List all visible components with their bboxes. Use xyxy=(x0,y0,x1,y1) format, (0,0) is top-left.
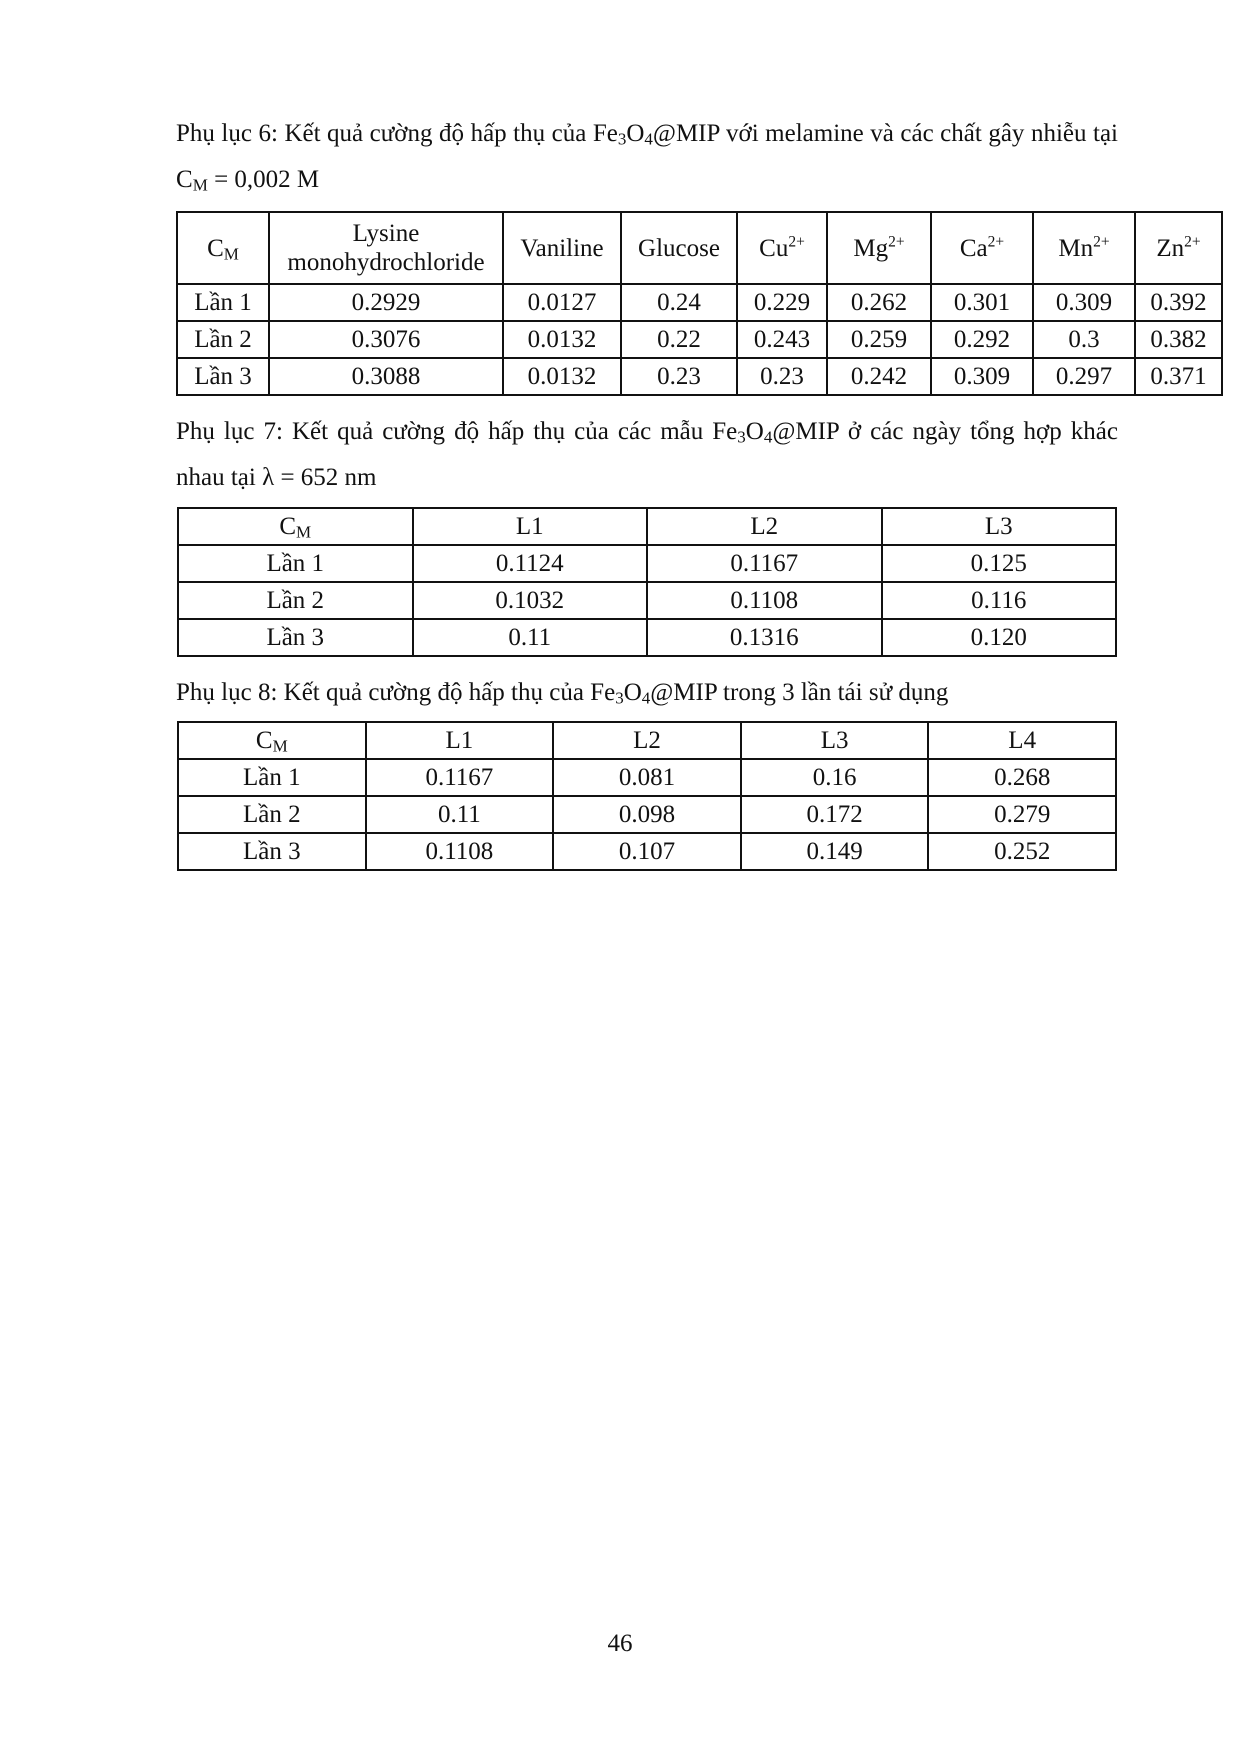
header-cell-glucose: Glucose xyxy=(621,212,737,284)
table-cell: 0.23 xyxy=(621,358,737,395)
table-cell: 0.098 xyxy=(553,796,741,833)
table-cell: 0.2929 xyxy=(269,284,503,321)
table-cell: 0.149 xyxy=(741,833,929,870)
table-cell: 0.371 xyxy=(1135,358,1222,395)
table-cell: 0.3 xyxy=(1033,321,1135,358)
table-cell: 0.0132 xyxy=(503,358,621,395)
appendix-6-caption: Phụ lục 6: Kết quả cường độ hấp thụ của $Fe_3O_4@MIP$ với melamine và các chất gây nhiễu tại $C_M = 0,002$ M xyxy=(176,120,1118,195)
header-cell-vaniline: Vaniline xyxy=(503,212,621,284)
table-cell: 0.252 xyxy=(928,833,1116,870)
table-cell: 0.1167 xyxy=(647,545,882,582)
table-cell: 0.297 xyxy=(1033,358,1135,395)
table-row xyxy=(178,759,1116,796)
row-label: Lần 3 xyxy=(178,619,413,656)
header-cell-l1: L1 xyxy=(413,508,648,545)
table-cell: 0.309 xyxy=(1033,284,1135,321)
table-cell: 0.309 xyxy=(931,358,1033,395)
header-cell-mg: $Mg^{2+}$ xyxy=(827,212,931,284)
table-cell: 0.1124 xyxy=(413,545,648,582)
table-row xyxy=(178,582,1116,619)
header-cell-cm: $C_M$ xyxy=(177,212,269,284)
appendix-8-table xyxy=(177,721,1117,871)
header-cell-l2: L2 xyxy=(647,508,882,545)
table-cell: 0.125 xyxy=(882,545,1117,582)
table-header-row xyxy=(178,722,1116,759)
page-number: 46 xyxy=(607,1630,633,1657)
table-cell: 0.3088 xyxy=(269,358,503,395)
table-row xyxy=(178,545,1116,582)
row-label: Lần 2 xyxy=(177,321,269,358)
table-cell: 0.1032 xyxy=(413,582,648,619)
table-cell: 0.120 xyxy=(882,619,1117,656)
table-cell: 0.22 xyxy=(621,321,737,358)
table-cell: 0.242 xyxy=(827,358,931,395)
header-cell-ca: $Ca^{2+}$ xyxy=(931,212,1033,284)
header-cell-mn: $Mn^{2+}$ xyxy=(1033,212,1135,284)
table-cell: 0.382 xyxy=(1135,321,1222,358)
table-cell: 0.0127 xyxy=(503,284,621,321)
table-cell: 0.1167 xyxy=(366,759,554,796)
table-cell: 0.11 xyxy=(413,619,648,656)
appendix-7-table xyxy=(177,507,1117,657)
table-cell: 0.392 xyxy=(1135,284,1222,321)
header-cell-l1: L1 xyxy=(366,722,554,759)
table-cell: 0.279 xyxy=(928,796,1116,833)
table-header-row xyxy=(177,212,1222,284)
header-cell-l2: L2 xyxy=(553,722,741,759)
table-row xyxy=(177,321,1222,358)
table-cell: 0.1316 xyxy=(647,619,882,656)
row-label: Lần 1 xyxy=(178,759,366,796)
table-cell: 0.1108 xyxy=(366,833,554,870)
table-row xyxy=(178,833,1116,870)
table-cell: 0.3076 xyxy=(269,321,503,358)
header-cell-l3: L3 xyxy=(882,508,1117,545)
header-cell-cm: $C_M$ xyxy=(178,722,366,759)
table-cell: 0.16 xyxy=(741,759,929,796)
table-row xyxy=(178,619,1116,656)
table-cell: 0.107 xyxy=(553,833,741,870)
row-label: Lần 1 xyxy=(177,284,269,321)
table-header-row xyxy=(178,508,1116,545)
table-cell: 0.292 xyxy=(931,321,1033,358)
table-cell: 0.243 xyxy=(737,321,827,358)
table-cell: 0.0132 xyxy=(503,321,621,358)
appendix-7-caption: Phụ lục 7: Kết quả cường độ hấp thụ của các mẫu $Fe_3O_4@MIP$ ở các ngày tổng hợp khác nhau tại λ = 652 nm xyxy=(176,418,1118,491)
table-cell: 0.23 xyxy=(737,358,827,395)
header-cell-l3: L3 xyxy=(741,722,929,759)
table-row xyxy=(178,796,1116,833)
table-cell: 0.262 xyxy=(827,284,931,321)
header-cell-cm: $C_M$ xyxy=(178,508,413,545)
table-cell: 0.116 xyxy=(882,582,1117,619)
header-cell-zn: $Zn^{2+}$ xyxy=(1135,212,1222,284)
table-cell: 0.172 xyxy=(741,796,929,833)
row-label: Lần 3 xyxy=(177,358,269,395)
row-label: Lần 1 xyxy=(178,545,413,582)
header-cell-cu: $Cu^{2+}$ xyxy=(737,212,827,284)
table-cell: 0.268 xyxy=(928,759,1116,796)
table-cell: 0.229 xyxy=(737,284,827,321)
row-label: Lần 2 xyxy=(178,796,366,833)
table-cell: 0.11 xyxy=(366,796,554,833)
appendix-8-caption: Phụ lục 8: Kết quả cường độ hấp thụ của $Fe_3O_4@MIP$ trong 3 lần tái sử dụng xyxy=(176,679,949,708)
table-cell: 0.1108 xyxy=(647,582,882,619)
row-label: Lần 3 xyxy=(178,833,366,870)
appendix-6-table xyxy=(176,211,1223,396)
header-cell-l4: L4 xyxy=(928,722,1116,759)
table-row xyxy=(177,284,1222,321)
header-cell-lysine: Lysine monohydrochloride xyxy=(269,212,503,284)
table-cell: 0.24 xyxy=(621,284,737,321)
row-label: Lần 2 xyxy=(178,582,413,619)
table-cell: 0.301 xyxy=(931,284,1033,321)
table-cell: 0.081 xyxy=(553,759,741,796)
table-row xyxy=(177,358,1222,395)
table-cell: 0.259 xyxy=(827,321,931,358)
